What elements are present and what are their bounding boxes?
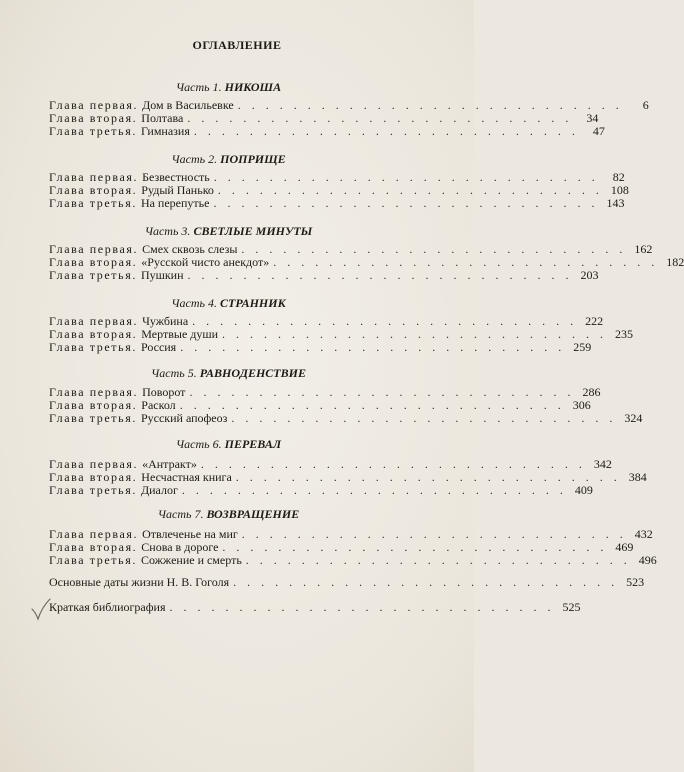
pencil-check-mark-icon	[30, 597, 52, 623]
part-name: СВЕТЛЫЕ МИНУТЫ	[193, 224, 313, 238]
leader-dots: . . . . . . . . . . . . . . . . . . . . . . . . . . . .	[222, 327, 608, 341]
page-number: 108	[610, 183, 629, 197]
leader-dots: . . . . . . . . . . . . . . . . . . . . . . . . . . . .	[273, 255, 659, 269]
chapter-title: Гимназия	[140, 124, 190, 138]
appendix-title: Краткая библиография	[49, 600, 166, 614]
page-title: ОГЛАВЛЕНИЕ	[192, 38, 282, 52]
part-heading	[49, 224, 408, 239]
page-number: 162	[634, 242, 653, 256]
part-heading	[49, 152, 408, 167]
leader-dots: . . . . . . . . . . . . . . . . . . . . . . . . . . . .	[187, 111, 573, 125]
page-number: 82	[612, 170, 625, 184]
leader-dots: . . . . . . . . . . . . . . . . . . . . . . . . . . . .	[241, 527, 627, 541]
chapter-title: Раскол	[141, 398, 176, 412]
chapter-title: Мертвые души	[141, 327, 219, 341]
part-prefix: Часть 2.	[171, 152, 218, 166]
toc-entry[interactable]	[49, 124, 605, 138]
leader-dots: . . . . . . . . . . . . . . . . . . . . . . . . . . . .	[213, 170, 599, 184]
chapter-label: Глава третья.	[49, 340, 137, 354]
leader-dots: . . . . . . . . . . . . . . . . . . . . . . . . . . . .	[222, 540, 608, 554]
chapter-title: Безвестность	[142, 170, 210, 184]
page-number: 222	[585, 314, 604, 328]
leader-dots: . . . . . . . . . . . . . . . . . . . . . . . . . . . .	[181, 483, 567, 497]
appendix-title: Основные даты жизни Н. В. Гоголя	[49, 575, 230, 589]
leader-dots: . . . . . . . . . . . . . . . . . . . . . . . . . . . .	[187, 268, 573, 282]
page-number: 469	[615, 540, 634, 554]
part-prefix: Часть 5.	[151, 366, 197, 380]
toc-entry-appendix[interactable]	[49, 600, 581, 614]
chapter-title: Чужбина	[142, 314, 189, 328]
part-prefix: Часть 1.	[175, 80, 222, 94]
chapter-label: Глава вторая.	[49, 398, 138, 412]
page-number: 143	[606, 196, 625, 210]
leader-dots: . . . . . . . . . . . . . . . . . . . . . . . . . . . .	[217, 183, 603, 197]
chapter-label: Глава вторая.	[49, 255, 138, 269]
chapter-title: Отвлеченье на миг	[142, 527, 238, 541]
toc-entry[interactable]	[49, 398, 591, 412]
chapter-label: Глава третья.	[49, 124, 137, 138]
chapter-title: Полтава	[141, 111, 184, 125]
leader-dots: . . . . . . . . . . . . . . . . . . . . . . . . . . . .	[180, 340, 566, 354]
chapter-title: Пушкин	[140, 268, 184, 282]
toc-entry[interactable]	[49, 170, 625, 184]
page-number: 203	[580, 268, 599, 282]
chapter-label: Глава вторая.	[49, 183, 138, 197]
page-number: 306	[572, 398, 591, 412]
page-number: 286	[582, 385, 601, 399]
page-number: 432	[634, 527, 653, 541]
leader-dots: . . . . . . . . . . . . . . . . . . . . . . . . . . . .	[179, 398, 565, 412]
toc-entry[interactable]	[49, 196, 625, 210]
chapter-label: Глава третья.	[49, 483, 137, 497]
chapter-label: Глава вторая.	[49, 470, 138, 484]
page-number: 47	[592, 124, 605, 138]
part-name: ПЕРЕВАЛ	[224, 437, 282, 451]
toc-entry[interactable]	[49, 314, 604, 328]
chapter-label: Глава третья.	[49, 411, 137, 425]
chapter-label: Глава третья.	[49, 268, 137, 282]
toc-entry[interactable]	[49, 470, 647, 484]
part-prefix: Часть 7.	[157, 507, 204, 521]
page-number: 496	[638, 553, 657, 567]
part-name: НИКОША	[224, 80, 282, 94]
chapter-title: «Антракт»	[142, 457, 197, 471]
chapter-title: Поворот	[142, 385, 186, 399]
part-name: ПОПРИЩЕ	[220, 152, 286, 166]
chapter-label: Глава третья.	[49, 553, 137, 567]
page-number: 342	[593, 457, 612, 471]
toc-entry[interactable]	[49, 457, 612, 471]
chapter-title: Снова в дороге	[141, 540, 219, 554]
chapter-title: Сожжение и смерть	[140, 553, 242, 567]
leader-dots: . . . . . . . . . . . . . . . . . . . . . . . . . . . .	[189, 385, 575, 399]
chapter-label: Глава первая.	[49, 170, 139, 184]
chapter-label: Глава первая.	[49, 98, 139, 112]
toc-entry[interactable]	[49, 483, 593, 497]
toc-entry[interactable]	[49, 242, 653, 256]
toc-entry[interactable]	[49, 411, 643, 425]
leader-dots: . . . . . . . . . . . . . . . . . . . . . . . . . . . .	[245, 553, 631, 567]
leader-dots: . . . . . . . . . . . . . . . . . . . . . . . . . . . .	[169, 600, 555, 614]
leader-dots: . . . . . . . . . . . . . . . . . . . . . . . . . . . .	[213, 196, 599, 210]
toc-entry[interactable]	[49, 527, 653, 541]
part-heading	[49, 296, 408, 311]
toc-entry[interactable]	[49, 268, 599, 282]
chapter-label: Глава вторая.	[49, 540, 138, 554]
page-number: 409	[574, 483, 593, 497]
part-name: РАВНОДЕНСТВИЕ	[199, 366, 306, 380]
chapter-label: Глава первая.	[49, 314, 139, 328]
chapter-label: Глава вторая.	[49, 111, 138, 125]
toc-entry[interactable]	[49, 111, 599, 125]
leader-dots: . . . . . . . . . . . . . . . . . . . . . . . . . . . .	[233, 575, 619, 589]
part-prefix: Часть 4.	[171, 296, 217, 310]
chapter-label: Глава первая.	[49, 527, 139, 541]
part-name: СТРАННИК	[219, 296, 286, 310]
page-number: 6	[642, 98, 649, 112]
chapter-title: Россия	[140, 340, 177, 354]
page-number: 523	[626, 575, 645, 589]
part-heading	[49, 437, 408, 452]
chapter-label: Глава первая.	[49, 242, 139, 256]
toc-entry[interactable]	[49, 385, 601, 399]
page-number: 34	[586, 111, 599, 125]
toc-entry[interactable]	[49, 98, 649, 112]
toc-entry[interactable]	[49, 183, 629, 197]
part-prefix: Часть 6.	[175, 437, 222, 451]
leader-dots: . . . . . . . . . . . . . . . . . . . . . . . . . . . .	[241, 242, 627, 256]
toc-entry[interactable]	[49, 553, 657, 567]
chapter-title: Рудый Панько	[141, 183, 214, 197]
page-number: 525	[562, 600, 581, 614]
chapter-title: Русский апофеоз	[140, 411, 228, 425]
leader-dots: . . . . . . . . . . . . . . . . . . . . . . . . . . . .	[192, 314, 578, 328]
chapter-label: Глава первая.	[49, 457, 139, 471]
toc-entry[interactable]	[49, 327, 634, 341]
part-heading	[49, 366, 408, 381]
toc-entry[interactable]	[49, 255, 684, 269]
page-number: 259	[573, 340, 592, 354]
chapter-title: Дом в Васильевке	[142, 98, 234, 112]
page-number: 182	[666, 255, 684, 269]
chapter-title: Несчастная книга	[141, 470, 232, 484]
chapter-title: На перепутье	[140, 196, 210, 210]
part-heading	[49, 80, 408, 95]
chapter-title: Диалог	[140, 483, 178, 497]
leader-dots: . . . . . . . . . . . . . . . . . . . . . . . . . . . .	[193, 124, 579, 138]
chapter-label: Глава вторая.	[49, 327, 138, 341]
toc-entry[interactable]	[49, 540, 634, 554]
page-number: 235	[615, 327, 634, 341]
part-heading	[49, 507, 408, 522]
page-number: 384	[628, 470, 647, 484]
leader-dots: . . . . . . . . . . . . . . . . . . . . . . . . . . . .	[237, 98, 623, 112]
leader-dots: . . . . . . . . . . . . . . . . . . . . . . . . . . . .	[200, 457, 586, 471]
part-prefix: Часть 3.	[144, 224, 191, 238]
chapter-label: Глава первая.	[49, 385, 139, 399]
chapter-title: Смех сквозь слезы	[142, 242, 238, 256]
leader-dots: . . . . . . . . . . . . . . . . . . . . . . . . . . . .	[231, 411, 617, 425]
part-name: ВОЗВРАЩЕНИЕ	[206, 507, 300, 521]
page-number: 324	[624, 411, 643, 425]
leader-dots: . . . . . . . . . . . . . . . . . . . . . . . . . . . .	[235, 470, 621, 484]
chapter-title: «Русской чисто анекдот»	[141, 255, 270, 269]
chapter-label: Глава третья.	[49, 196, 137, 210]
toc-entry[interactable]	[49, 340, 592, 354]
toc-entry-appendix[interactable]	[49, 575, 645, 589]
